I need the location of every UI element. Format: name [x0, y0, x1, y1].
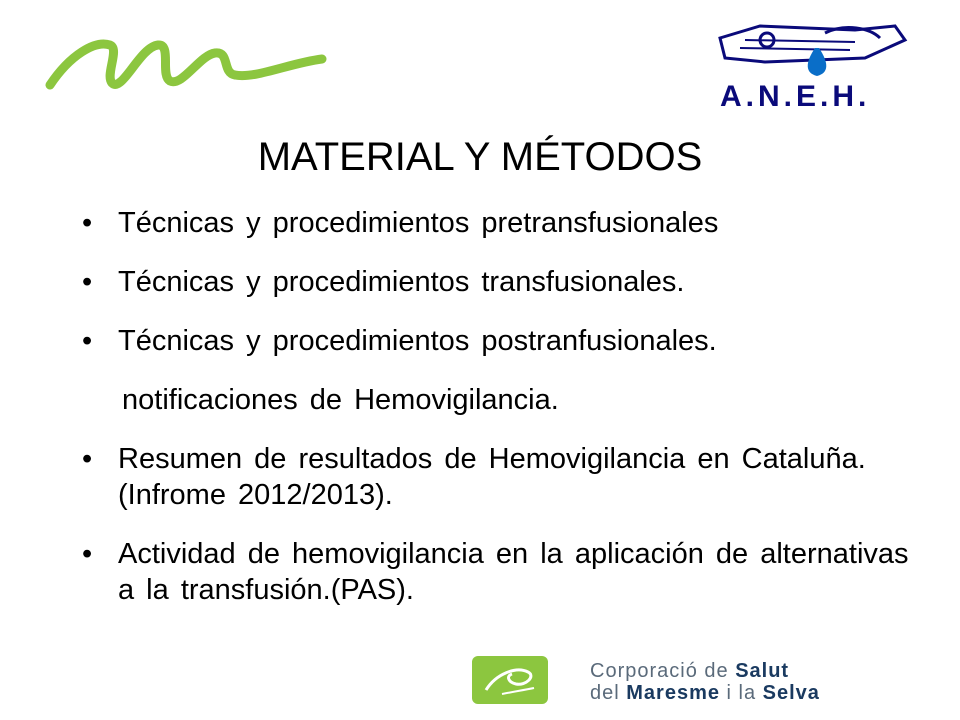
green-square-logo-icon	[472, 656, 548, 704]
list-item-continuation: notificaciones de Hemovigilancia.	[122, 384, 559, 416]
list-item: • Técnicas y procedimientos transfusionales.	[80, 264, 920, 300]
list-item: • Técnicas y procedimientos pretransfusionales	[80, 205, 920, 241]
list-item: • Técnicas y procedimientos postranfusionales.	[80, 323, 920, 359]
aneh-logo-text: A.N.E.H.	[720, 80, 871, 113]
bullet-list	[80, 205, 920, 631]
list-item: • Resumen de resultados de Hemovigilancia en Cataluña. (Infrome 2012/2013).	[80, 441, 920, 513]
corporacio-logo	[472, 656, 912, 706]
corporacio-logo-text: Corporació de Salut del Maresme i la Selva	[590, 660, 820, 704]
green-wave-logo-icon	[40, 35, 330, 95]
list-item: • Actividad de hemovigilancia en la aplicación de alternativas a la transfusión.(PAS).	[80, 536, 920, 608]
slide-title: MATERIAL Y MÉTODOS	[257, 135, 703, 179]
